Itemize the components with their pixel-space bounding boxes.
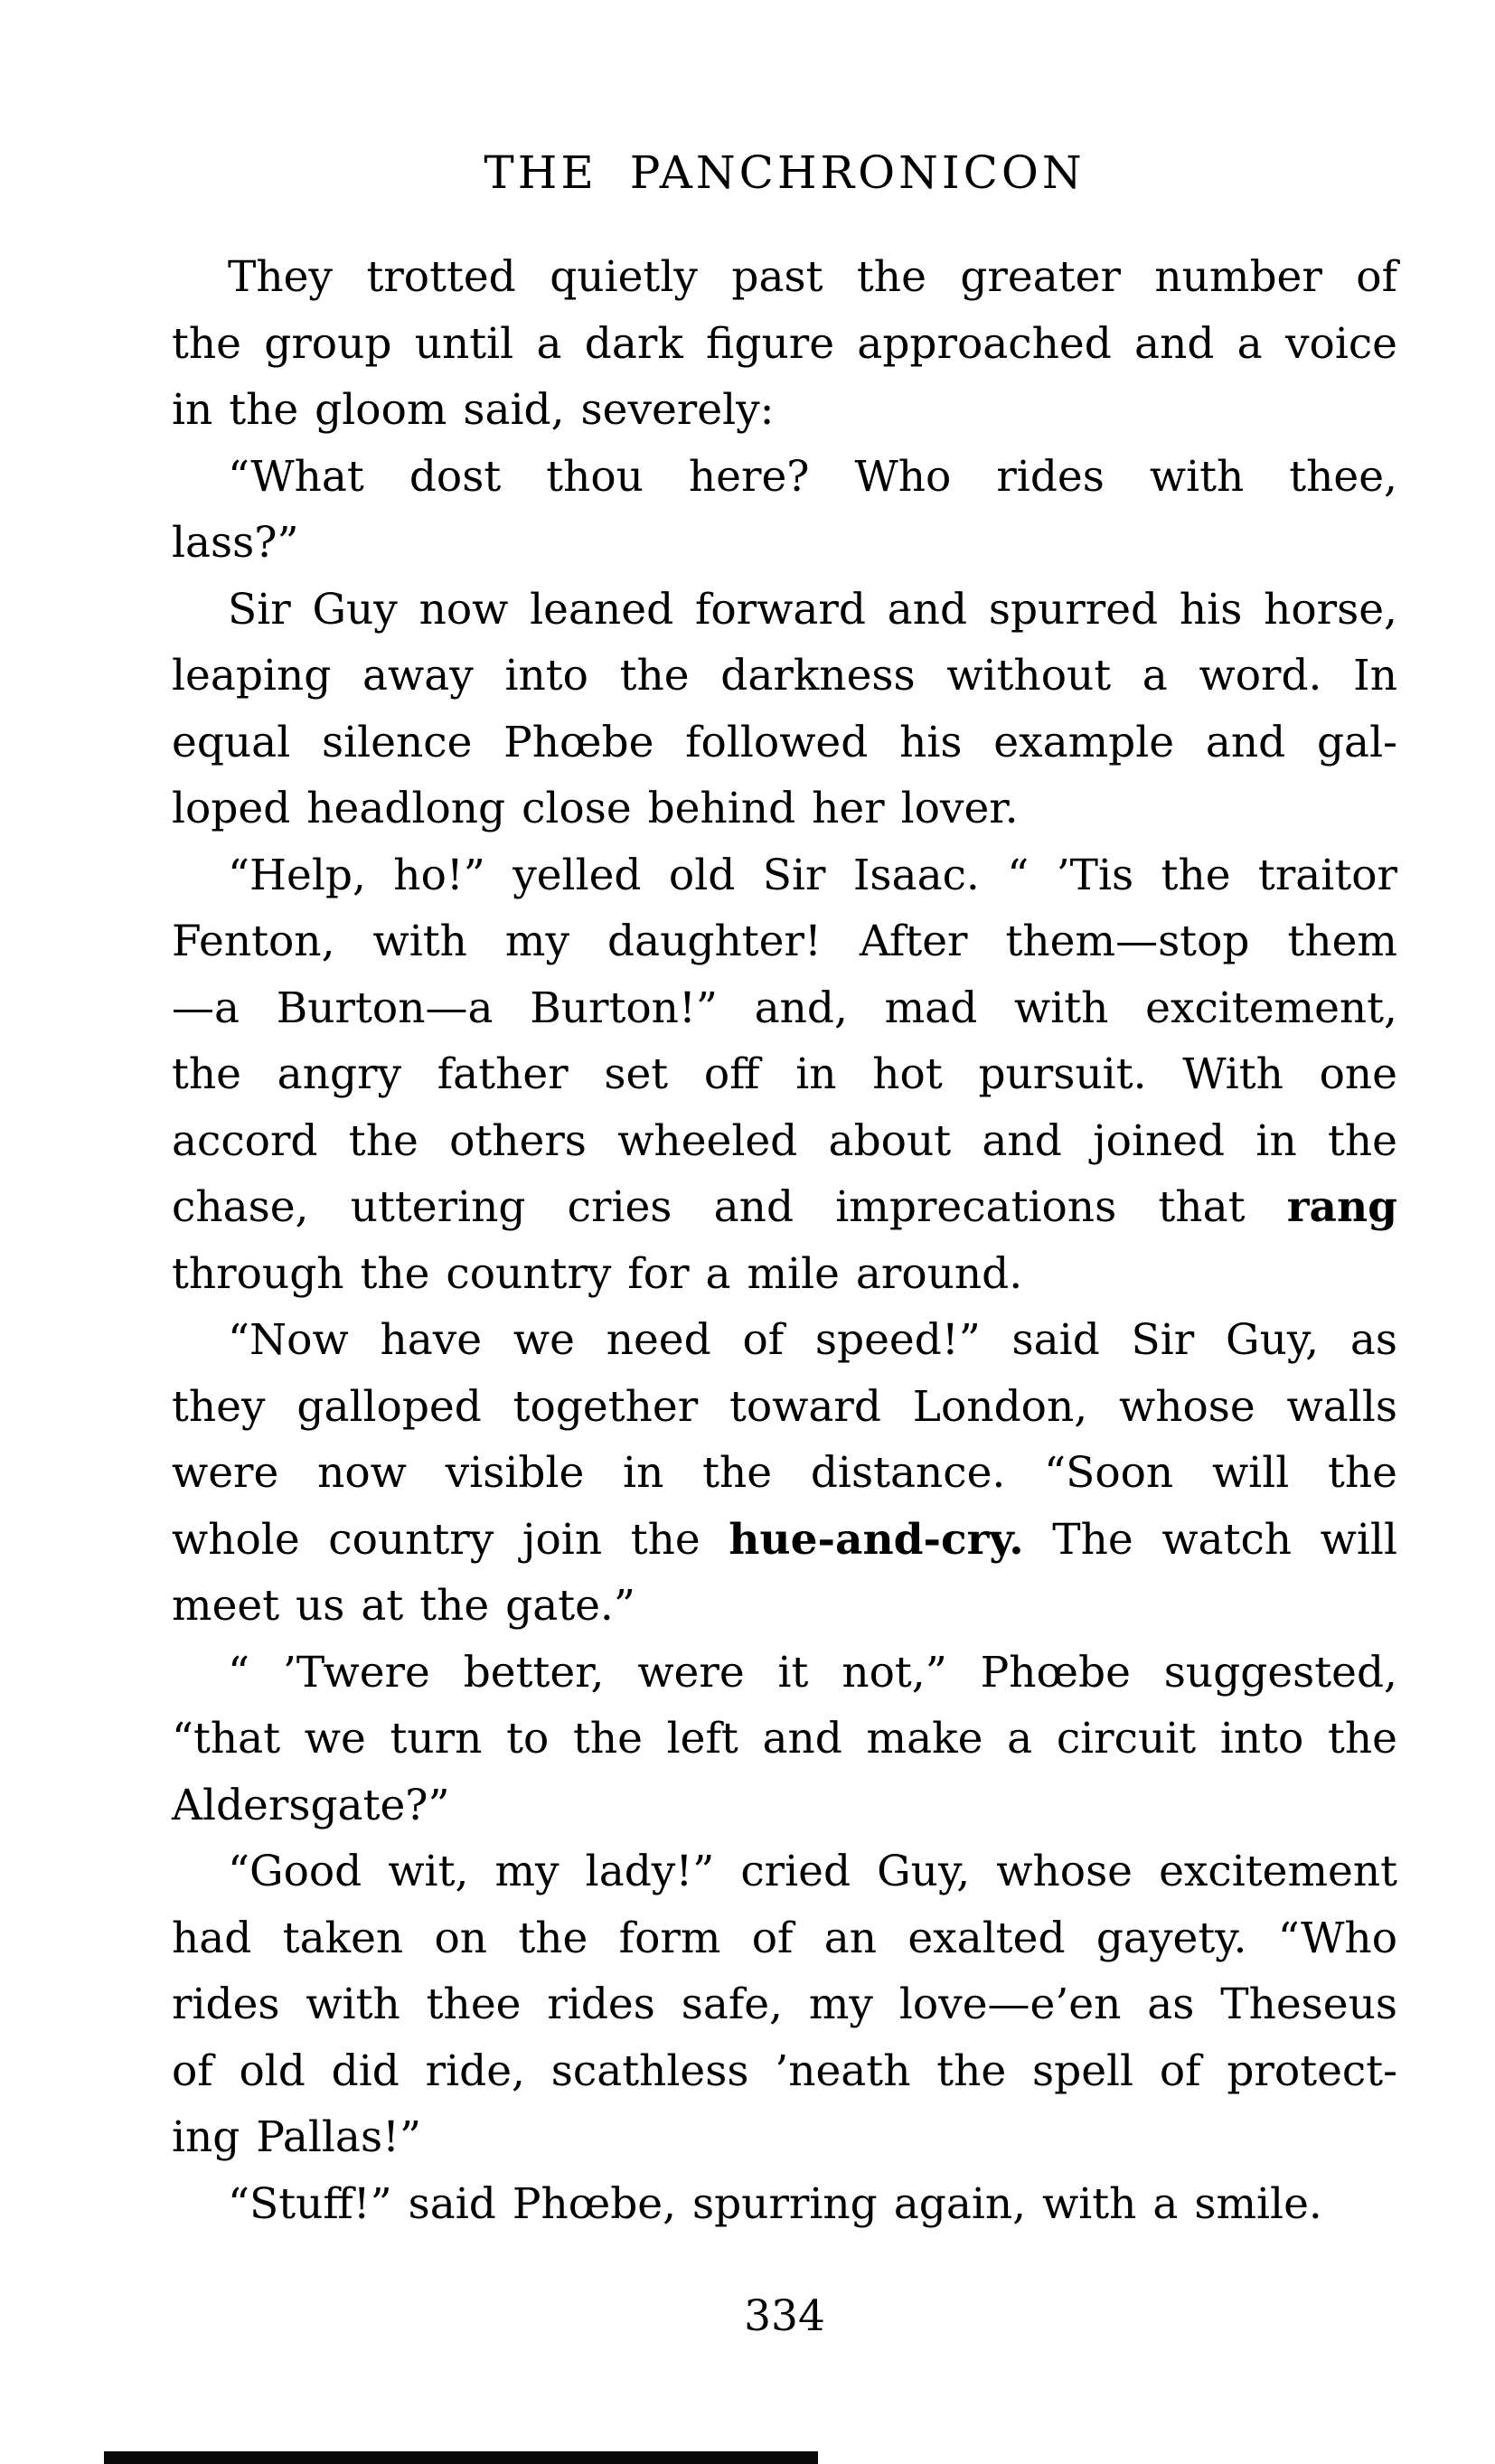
text-line: chase, uttering cries and imprecations that rang — [172, 1182, 1397, 1232]
running-head: THE PANCHRONICON — [484, 146, 1086, 199]
text-line: “Stuff!” said Phœbe, spurring again, with a smile. — [228, 2178, 1322, 2229]
text-line: ing Pallas!” — [172, 2112, 421, 2162]
text-line: meet us at the gate.” — [172, 1581, 635, 1631]
text-line: They trotted quietly past the greater number of — [228, 252, 1397, 302]
text-line: accord the others wheeled about and joined in the — [172, 1115, 1397, 1166]
page-number: 334 — [744, 2291, 825, 2341]
text-line: Sir Guy now leaned forward and spurred his horse, — [228, 584, 1397, 635]
text-line: —a Burton—a Burton!” and, mad with excitement, — [172, 983, 1397, 1033]
text-line: equal silence Phœbe followed his example and gal- — [172, 717, 1397, 767]
text-line: “ ’Twere better, were it not,” Phœbe suggested, — [228, 1647, 1397, 1698]
text-line: of old did ride, scathless ’neath the spell of protect- — [172, 2045, 1397, 2096]
text-line: were now visible in the distance. “Soon will the — [172, 1448, 1397, 1498]
text-line: they galloped together toward London, whose walls — [172, 1381, 1397, 1432]
text-line: “Now have we need of speed!” said Sir Guy, as — [228, 1315, 1397, 1365]
text-line: Fenton, with my daughter! After them—stop them — [172, 917, 1397, 966]
text-line: in the gloom said, severely: — [172, 385, 775, 435]
text-line: had taken on the form of an exalted gayety. “Who — [172, 1913, 1397, 1963]
text-line: “Good wit, my lady!” cried Guy, whose excitement — [228, 1847, 1397, 1896]
text-line: through the country for a mile around. — [172, 1248, 1023, 1299]
text-line: rides with thee rides safe, my love—e’en as Theseus — [172, 1980, 1397, 2029]
text-line: “What dost thou here? Who rides with thee, — [228, 451, 1397, 502]
text-line: whole country join the hue-and-cry. The watch will — [172, 1514, 1397, 1565]
text-line: the group until a dark figure approached and a voice — [172, 318, 1397, 369]
text-line: “Help, ho!” yelled old Sir Isaac. “ ’Tis the traitor — [228, 850, 1397, 900]
text-line: loped headlong close behind her lover. — [172, 784, 1019, 833]
text-line: lass?” — [172, 518, 299, 568]
text-block — [172, 244, 1397, 2237]
text-line: “that we turn to the left and make a circuit into the — [172, 1714, 1397, 1763]
text-line: Aldersgate?” — [172, 1780, 450, 1830]
scan-artifact-bar — [104, 2451, 818, 2464]
text-line: the angry father set off in hot pursuit. With one — [172, 1049, 1397, 1099]
text-line: leaping away into the darkness without a word. In — [172, 651, 1397, 701]
